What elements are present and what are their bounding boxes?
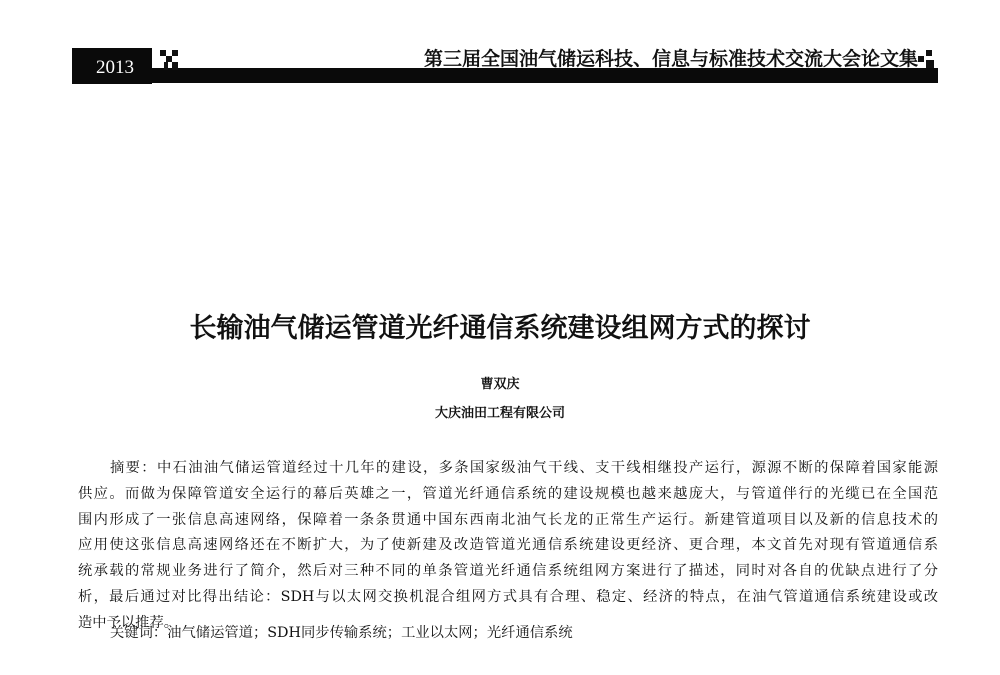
paper-title: 长输油气储运管道光纤通信系统建设组网方式的探讨 bbox=[189, 313, 811, 344]
author: 曹双庆 bbox=[480, 377, 520, 392]
abstract bbox=[78, 456, 938, 637]
keywords: 关键词：油气储运管道；SDH同步传输系统；工业以太网；光纤通信系统 bbox=[110, 625, 573, 641]
abstract-line: 供应。而做为保障管道安全运行的幕后英雄之一，管道光纤通信系统的建设规模也越来越庞大，与管道伴行的光缆已在全国范 bbox=[78, 485, 938, 502]
affiliation: 大庆油田工程有限公司 bbox=[434, 406, 565, 421]
proceedings-title: 第三届全国油气储运科技、信息与标准技术交流大会论文集 bbox=[423, 48, 918, 70]
abstract-line: 应用使这张信息高速网络还在不断扩大，为了使新建及改造管道光通信系统建设更经济、更合理，本文首先对现有管道通信系 bbox=[78, 537, 938, 554]
abstract-line: 统承载的常规业务进行了简介，然后对三种不同的单条管道光纤通信系统组网方案进行了描述，同时对各自的优缺点进行了分 bbox=[78, 563, 938, 580]
abstract-line: 摘要：中石油油气储运管道经过十几年的建设，多条国家级油气干线、支干线相继投产运行，源源不断的保障着国家能源 bbox=[110, 460, 938, 476]
checker-ornament-icon bbox=[918, 48, 934, 68]
abstract-line: 析，最后通过对比得出结论：SDH与以太网交换机混合组网方式具有合理、稳定、经济的特点，在油气管道通信系统建设或改 bbox=[78, 588, 938, 605]
abstract-line: 造中予以推荐。 bbox=[78, 614, 179, 631]
abstract-line: 围内形成了一张信息高速网络，保障着一条条贯通中国东西南北油气长龙的正常生产运行。新建管道项目以及新的信息技术的 bbox=[78, 511, 938, 528]
checker-ornament-icon bbox=[160, 50, 184, 70]
year-label: 2013 bbox=[72, 48, 152, 84]
